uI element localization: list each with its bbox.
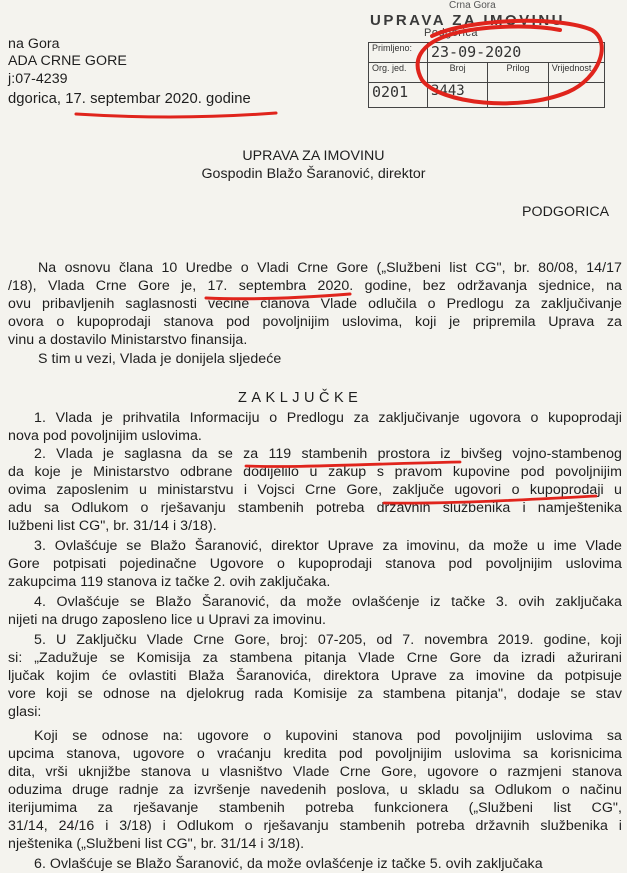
stamp-org-unit-value: 0201 [369,83,428,108]
body-line: Gore potpisati pojedinačne Ugovore o kupoprodaji stanova pod povoljnijim uslovima [8,556,622,572]
body-line: 3. Ovlašćuje se Blažo Šaranović, direktor Uprave za imovinu, da može u ime Vlade [34,538,622,554]
stamp-number-value: 3443 [428,83,488,108]
recipient-person: Gospodin Blažo Šaranović, direktor [201,166,426,182]
stamp-number-label: Broj [428,63,488,83]
body-line: 6. Ovlašćuje se Blažo Šaranović, da može ovlašćenje iz tačke 5. ovih zaključaka [34,856,543,872]
body-line: oduzima druge radnje za izvršenje navedenih poslova, u skladu sa Odlukom o načinu [8,782,622,798]
stamp-value-label: Vrijednost [548,63,604,83]
body-line: 1. Vlada je prihvatila Informaciju o Predlogu za zaključivanje ugovora o kupoprodaji [34,410,622,426]
header-line-date: dgorica, 17. septembar 2020. godine [8,91,251,107]
body-line: nova pod povoljnijim uslovima. [8,428,202,444]
intro-line: ovora o kupoprodaji stanova pod povoljnijim uslovima, koji je pripremila Uprava za [8,314,622,330]
body-line: Koji se odnose na: ugovore o kupovini stanova pod povoljnijim uslovima sa [34,728,622,744]
header-line-government: ADA CRNE GORE [8,53,127,69]
stamp-city: Podgorica [424,27,479,39]
header-line-country: na Gora [8,36,60,52]
recipient-name: UPRAVA ZA IMOVINU [242,148,385,164]
body-line: ljučak kojim će ovlastiti Blaža Šaranovića, direktora Uprave za imovine da potpisuje [8,668,622,684]
stamp-cut-text: Crna Gora [449,0,496,11]
body-line: si: „Zadužuje se Komisija za stambena pitanja Vlade Crne Gore da izradi ažurirani [8,650,622,666]
recipient-city: PODGORICA [522,204,610,220]
body-line: glasi: [8,704,42,720]
stamp-org-unit-label: Org. jed. [369,63,428,83]
stamp-received-date: 23-09-2020 [428,43,605,63]
stamp-organization: UPRAVA ZA IMOVINU [370,12,565,29]
intro-line: /18), Vlada Crne Gore je, 17. septembra 2020. godine, bez održavanja sjednice, na [8,278,622,294]
intro-line: S tim u vezi, Vlada je donijela sljedeće [38,351,282,367]
stamp-received-label: Primljeno: [369,43,428,63]
decision-heading: ZAKLJUČKE [238,390,363,406]
body-line: adu sa Odlukom o rješavanju stambenih potreba državnih službenika i namještenika [8,500,622,516]
header-line-number: j:07-4239 [8,71,68,87]
body-line: ovima zaposlenim u ministarstvu i Vojsci Crne Gore, zaključe ugovori o kupoprodaji u [8,482,622,498]
intro-line: ovu pribavljenih saglasnosti većine članova Vlade odlučila o Predlogu za zaključivanje [8,296,622,312]
body-line: 2. Vlada je saglasna da se za 119 stambenih prostora iz bivšeg vojno-stambenog [34,446,622,462]
body-line: zakupcima 119 stanova iz tačke 2. ovih zaključaka. [8,574,331,590]
body-line: upcima stanova, ugovore o vraćanju kredita pod povoljnijim uslovima sa korisnicima [8,746,622,762]
intro-line: Na osnovu člana 10 Uredbe o Vladi Crne Gore („Službeni list CG", br. 80/08, 14/17 [38,260,622,276]
body-line: 5. U Zaključku Vlade Crne Gore, broj: 07-205, od 7. novembra 2019. godine, koji [34,632,622,648]
body-line: nijeti na drugo zaposleno lice u Upravi za imovinu. [8,612,326,628]
body-line: nještenika („Službeni list CG", br. 31/14 i 3/18). [8,836,305,852]
body-line: 4. Ovlašćuje se Blažo Šaranović, da može ovlašćenje iz tačke 3. ovih zaključaka [34,594,622,610]
stamp-attachment-label: Prilog [488,63,548,83]
body-line: vore koji se odnose na djelokrug rada Komisije za stambena pitanja", dodaje se stav [8,686,622,702]
intro-line: vinu a dostavilo Ministarstvo finansija. [8,332,248,348]
header-date-underline [76,113,276,117]
registry-stamp [364,0,622,112]
body-line: da koje je Ministarstvo odbrane dodijelilo u zakup s pravom kupovine pod povoljnijim [8,464,622,480]
body-line: dita, vrši uknjižbe stanova u vlasništvo Vlade Crne Gore, ugovore o razmjeni stanova [8,764,622,780]
stamp-table [368,42,605,108]
body-line: iterijumima za rješavanje stambenih potreba funkcionera („Službeni list CG", [8,800,622,816]
body-line: 31/14, 24/16 i 3/18) i Odlukom o rješavanju stambenih potreba državnih službenika i [8,818,622,834]
body-line: lužbeni list CG", br. 31/14 i 3/18). [8,518,217,534]
